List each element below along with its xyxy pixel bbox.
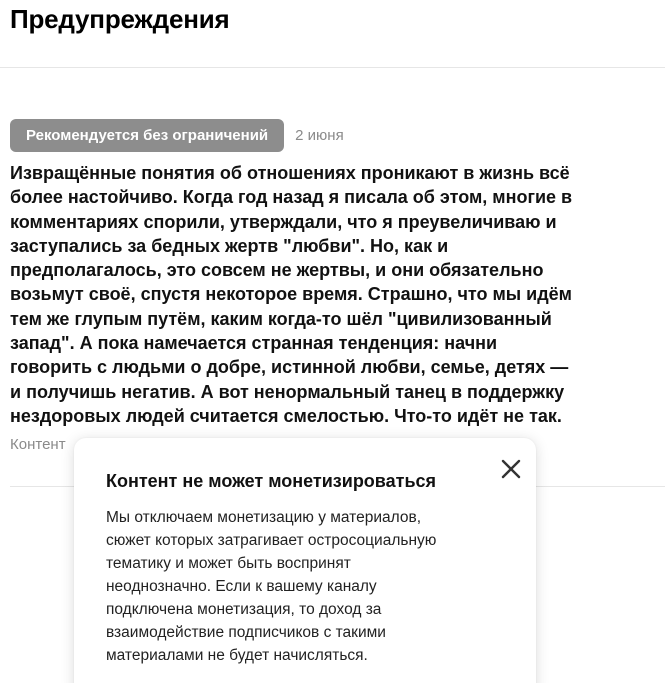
- popup-body-line: материалами не будет начисляться.: [106, 647, 368, 664]
- content-label[interactable]: Контент: [10, 436, 66, 453]
- header-divider: [0, 67, 665, 68]
- popup-title: Контент не может монетизироваться: [106, 471, 437, 491]
- popup-body-line: Мы отключаем монетизацию у материалов,: [106, 509, 422, 526]
- monetization-popup: [74, 438, 536, 683]
- post-text-line: комментариях спорили, утверждали, что я преувеличиваю и: [10, 211, 557, 232]
- post-text-line: запад". А пока намечается странная тенденция: начни: [10, 333, 498, 354]
- post-text-line: возьмут своё, спустя некоторое время. Страшно, что мы идём: [10, 284, 572, 305]
- post-text-line: заступались за бедных жертв "любви". Но, как и: [10, 235, 449, 256]
- popup-body-line: взаимодействие подписчиков с такими: [106, 624, 386, 641]
- post-text-line: говорить с людьми о добре, истинной любви, семье, детях —: [10, 357, 569, 378]
- popup-body-line: сюжет которых затрагивает остросоциальную: [106, 532, 437, 549]
- popup-body-line: неоднозначно. Если к вашему каналу: [106, 578, 377, 595]
- post-text-line: тем же глупым путём, каким когда-то шёл "цивилизованный: [10, 308, 552, 329]
- popup-body-line: тематику и может быть воспринят: [106, 555, 351, 572]
- close-icon[interactable]: [498, 456, 524, 482]
- post-text: [10, 161, 650, 428]
- post-text-line: и получишь негатив. А вот ненормальный танец в поддержку: [10, 381, 565, 402]
- status-badge: Рекомендуется без ограничений: [10, 119, 284, 152]
- popup-body-line: подключена монетизация, то доход за: [106, 601, 382, 618]
- post-meta: [10, 119, 344, 152]
- post-text-line: нездоровых людей считается смелостью. Что-то идёт не так.: [10, 405, 562, 426]
- post-text-line: предполагалось, это совсем не жертвы, и они обязательно: [10, 260, 544, 281]
- page-title: Предупреждения: [10, 4, 230, 34]
- popup-body: [106, 506, 506, 667]
- post-text-line: более настойчиво. Когда год назад я писала об этом, многие в: [10, 187, 573, 208]
- post-text-line: Извращённые понятия об отношениях проникают в жизнь всё: [10, 163, 570, 183]
- post-date: 2 июня: [295, 127, 344, 144]
